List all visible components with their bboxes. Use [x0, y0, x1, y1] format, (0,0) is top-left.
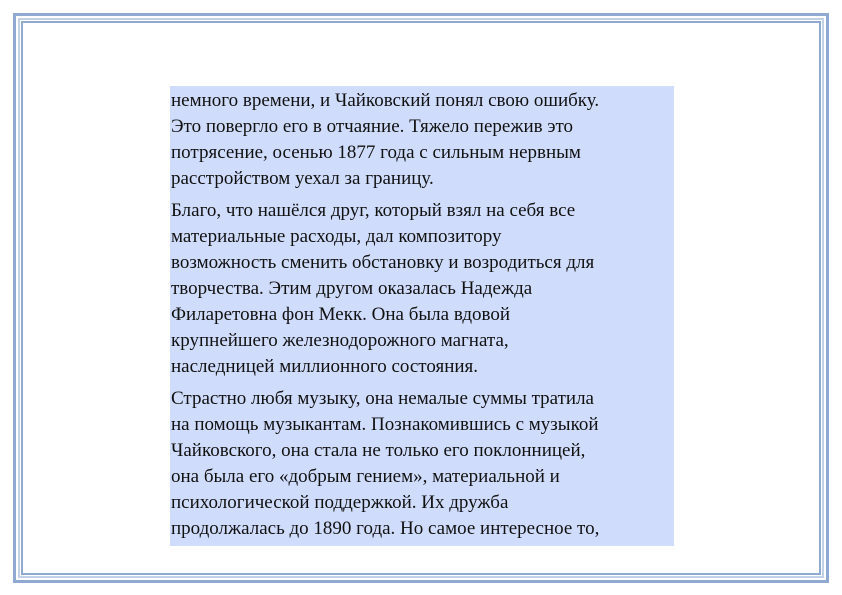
- text-line: материальные расходы, дал композитору: [171, 226, 502, 247]
- text-line: на помощь музыкантам. Познакомившись с музыкой: [171, 414, 599, 435]
- text-line: потрясение, осенью 1877 года с сильным нервным: [171, 142, 581, 163]
- text-line: Страстно любя музыку, она немалые суммы тратила: [171, 388, 594, 409]
- text-line: Благо, что нашёлся друг, который взял на себя все: [171, 200, 576, 221]
- paragraph-1: [171, 88, 674, 192]
- text-line: она была его «добрым гением», материальной и: [171, 466, 560, 487]
- text-box: [170, 86, 674, 546]
- text-line: наследницей миллионного состояния.: [171, 356, 479, 377]
- text-line: крупнейшего железнодорожного магната,: [171, 330, 509, 351]
- text-line: психологической поддержкой. Их дружба: [171, 492, 509, 513]
- text-line: творчества. Этим другом оказалась Надежда: [171, 278, 533, 299]
- text-line: Это повергло его в отчаяние. Тяжело пережив это: [171, 116, 574, 137]
- text-line: расстройством уехал за границу.: [171, 168, 434, 189]
- text-line: Филаретовна фон Мекк. Она была вдовой: [171, 304, 511, 325]
- paragraph-2: [171, 198, 674, 380]
- paragraph-3: [171, 386, 674, 542]
- text-line: возможность сменить обстановку и возродиться для: [171, 252, 595, 273]
- text-line: немного времени, и Чайковский понял свою ошибку.: [171, 90, 600, 111]
- text-line: продолжалась до 1890 года. Но самое интересное то,: [171, 518, 600, 539]
- text-line: Чайковского, она стала не только его поклонницей,: [171, 440, 586, 461]
